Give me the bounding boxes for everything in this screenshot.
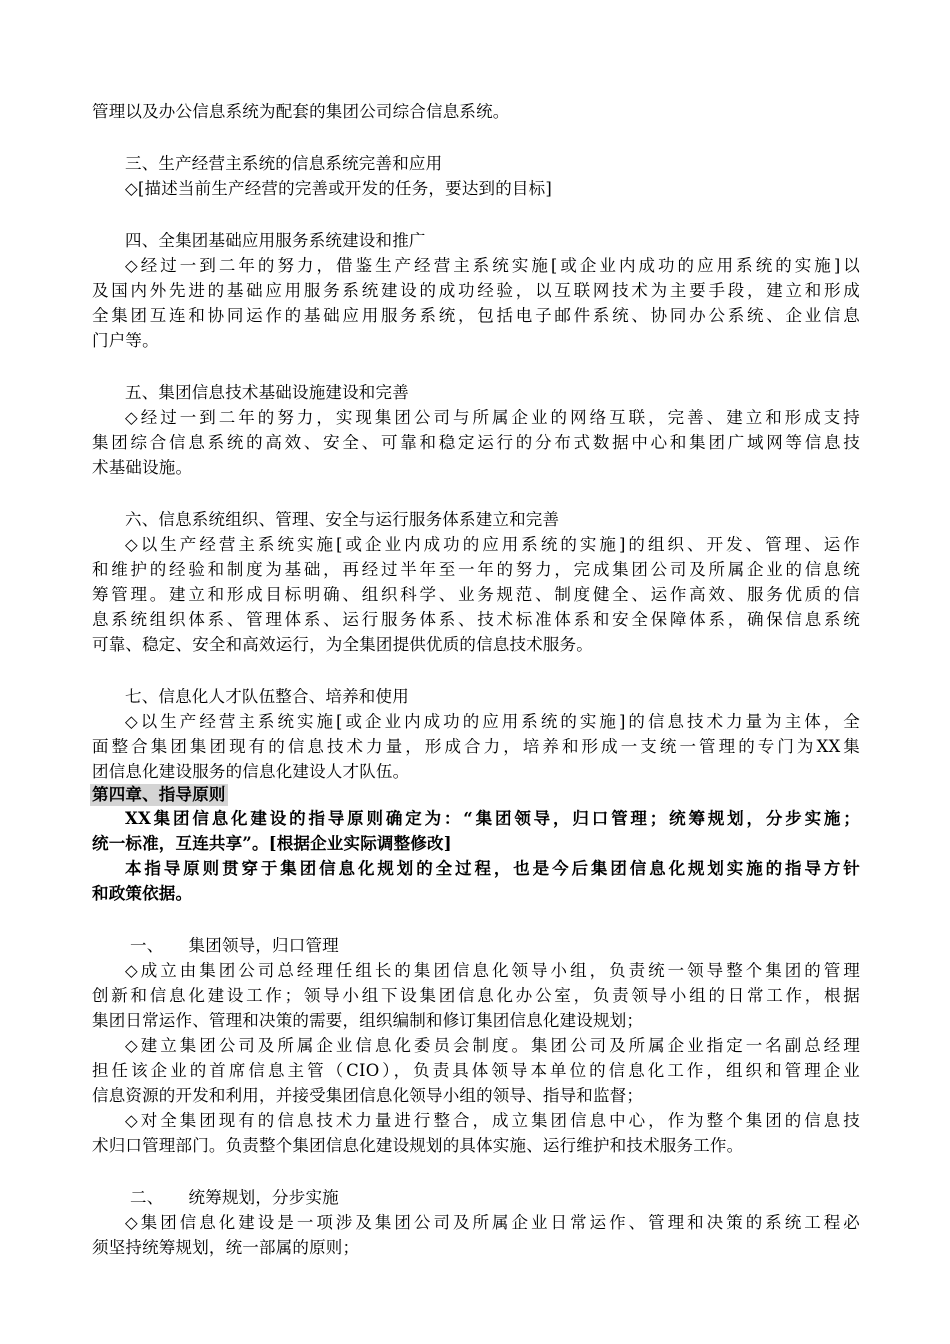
paragraph-line: 术归口管理部门。负责整个集团信息化建设规划的具体实施、运行维护和技术服务工作。	[92, 1136, 744, 1155]
paragraph-line: ◇建立集团公司及所属企业信息化委员会制度。集团公司及所属企业指定一名副总经理	[125, 1036, 860, 1055]
paragraph-line: 面整合集团集团现有的信息技术力量，形成合力，培养和形成一支统一管理的专门为XX集	[92, 737, 860, 756]
section-heading: 七、信息化人才队伍整合、培养和使用	[125, 687, 409, 706]
section-heading: 二、 统筹规划，分步实施	[130, 1188, 339, 1207]
paragraph-line: 门户等。	[92, 331, 159, 350]
paragraph-line: 创新和信息化建设工作；领导小组下设集团信息化办公室，负责领导小组的日常工作，根据	[92, 986, 860, 1005]
paragraph-line: 和维护的经验和制度为基础，再经过半年至一年的努力，完成集团公司及所属企业的信息统	[92, 560, 860, 579]
paragraph-line: 担任该企业的首席信息主管（CIO），负责具体领导本单位的信息化工作，组织和管理企业	[92, 1061, 860, 1080]
section-heading: 五、集团信息技术基础设施建设和完善	[125, 383, 409, 402]
paragraph-line: 集团日常运作、管理和决策的需要，组织编制和修订集团信息化建设规划；	[92, 1011, 644, 1030]
section-heading: 四、全集团基础应用服务系统建设和推广	[125, 231, 426, 250]
chapter-heading-text: 第四章、指导原则	[92, 785, 226, 804]
paragraph-line: 全集团互连和协同运作的基础应用服务系统，包括电子邮件系统、协同办公系统、企业信息	[92, 306, 860, 325]
chapter-heading	[92, 784, 860, 806]
paragraph-line: ◇成立由集团公司总经理任组长的集团信息化领导小组，负责统一领导整个集团的管理	[125, 961, 860, 980]
paragraph-line: 术基础设施。	[92, 458, 193, 477]
paragraph-line: ◇以生产经营主系统实施[或企业内成功的应用系统的实施]的组织、开发、管理、运作	[125, 535, 860, 554]
paragraph-line: 统一标准，互连共享”。[根据企业实际调整修改]	[92, 834, 452, 853]
section-heading: 三、生产经营主系统的信息系统完善和应用	[125, 154, 443, 173]
paragraph-line: ◇以生产经营主系统实施[或企业内成功的应用系统的实施]的信息技术力量为主体，全	[125, 712, 860, 731]
section-heading: 六、信息系统组织、管理、安全与运行服务体系建立和完善	[125, 510, 560, 529]
paragraph-line: 息系统组织体系、管理体系、运行服务体系、技术标准体系和安全保障体系，确保信息系统	[92, 610, 860, 629]
paragraph-line: ◇对全集团现有的信息技术力量进行整合，成立集团信息中心，作为整个集团的信息技	[125, 1111, 860, 1130]
section-heading: 一、 集团领导，归口管理	[130, 936, 339, 955]
paragraph-line: 管理以及办公信息系统为配套的集团公司综合信息系统。	[92, 102, 510, 121]
paragraph-line: 及国内外先进的基础应用服务系统建设的成功经验，以互联网技术为主要手段，建立和形成	[92, 281, 860, 300]
paragraph-line: 本指导原则贯穿于集团信息化规划的全过程，也是今后集团信息化规划实施的指导方针	[125, 859, 860, 878]
paragraph-line: XX集团信息化建设的指导原则确定为：“集团领导，归口管理；统筹规划，分步实施；	[125, 809, 860, 828]
paragraph-line: 和政策依据。	[92, 884, 193, 903]
paragraph-line: 信息资源的开发和利用，并接受集团信息化领导小组的领导、指导和监督；	[92, 1086, 644, 1105]
paragraph-line: 集团综合信息系统的高效、安全、可靠和稳定运行的分布式数据中心和集团广域网等信息技	[92, 433, 860, 452]
paragraph-line: 团信息化建设服务的信息化建设人才队伍。	[92, 762, 410, 781]
paragraph-line: 须坚持统筹规划，统一部属的原则；	[92, 1238, 360, 1257]
paragraph-line: 可靠、稳定、安全和高效运行，为全集团提供优质的信息技术服务。	[92, 635, 593, 654]
paragraph-line: ◇经过一到二年的努力，借鉴生产经营主系统实施[或企业内成功的应用系统的实施]以	[125, 256, 860, 275]
paragraph-line: ◇[描述当前生产经营的完善或开发的任务，要达到的目标]	[125, 179, 552, 198]
paragraph-line: 筹管理。建立和形成目标明确、组织科学、业务规范、制度健全、运作高效、服务优质的信	[92, 585, 860, 604]
paragraph-line: ◇集团信息化建设是一项涉及集团公司及所属企业日常运作、管理和决策的系统工程必	[125, 1213, 860, 1232]
paragraph-line: ◇经过一到二年的努力，实现集团公司与所属企业的网络互联，完善、建立和形成支持	[125, 408, 860, 427]
